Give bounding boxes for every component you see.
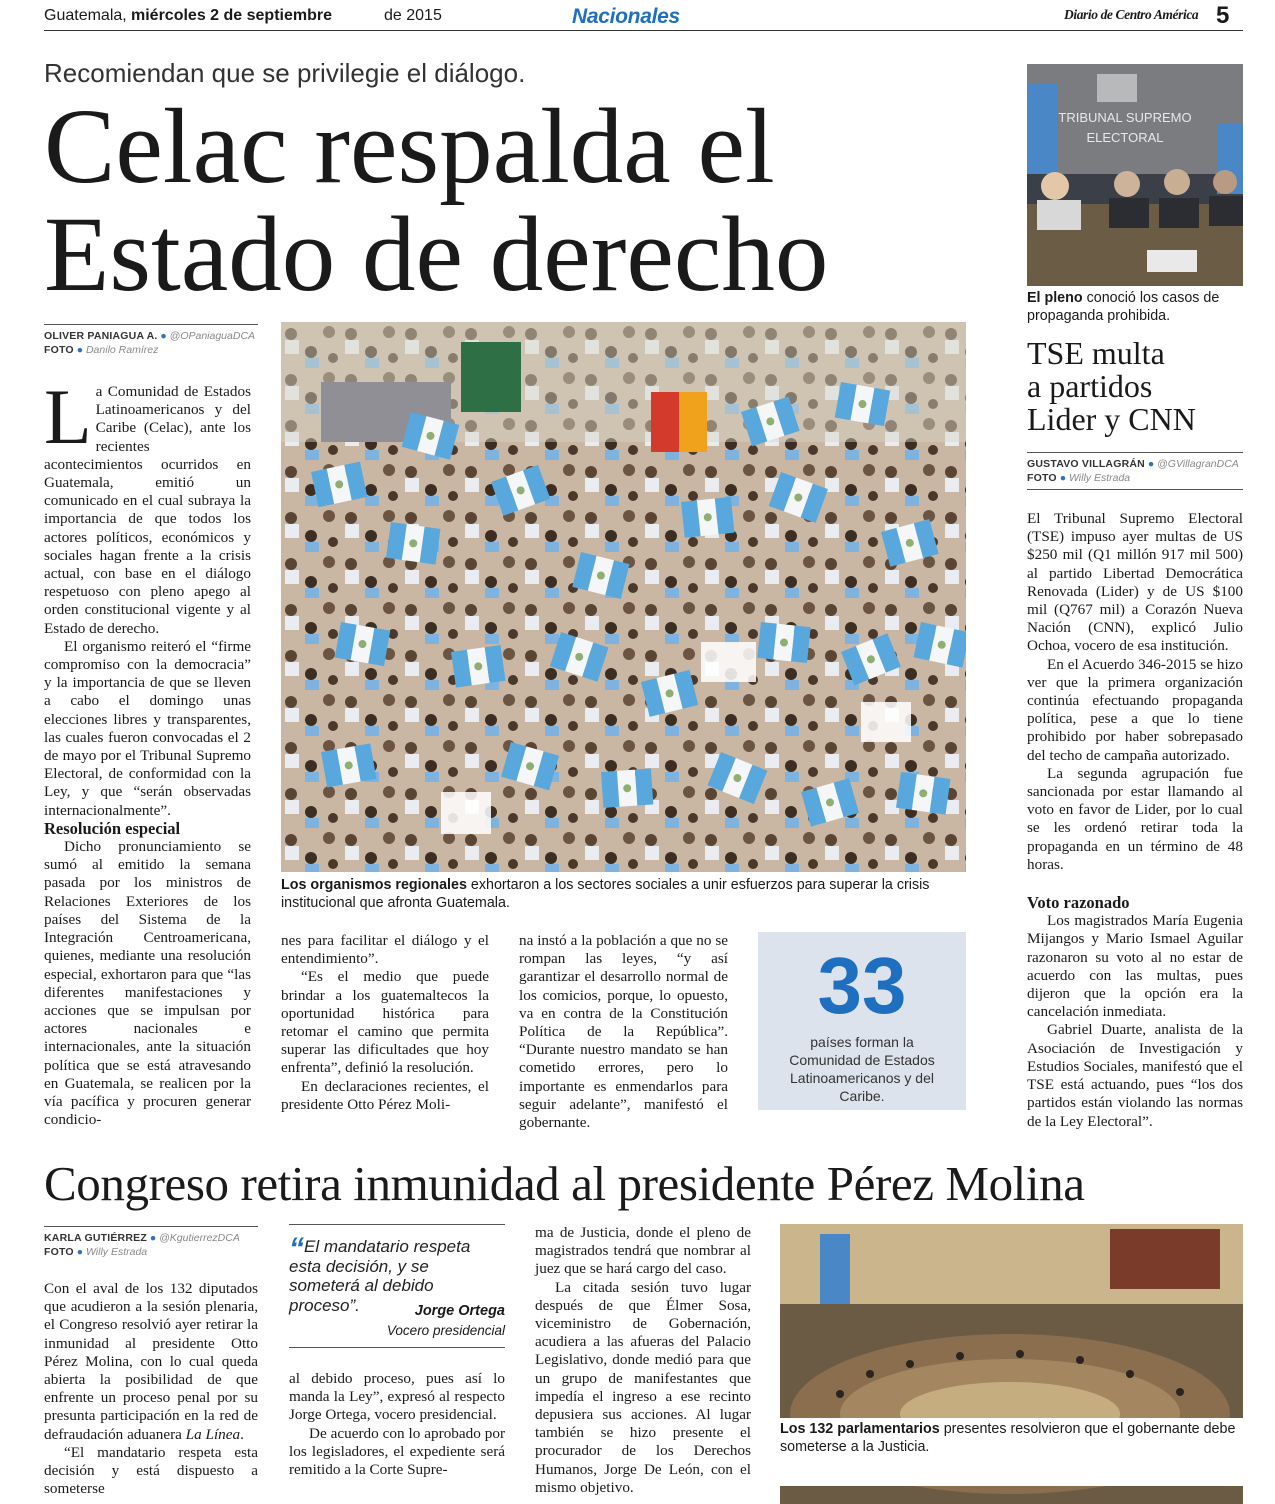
main-photographer: Danilo Ramírez <box>85 344 159 356</box>
main-photo-caption <box>281 876 966 912</box>
congress-caption-text: presentes resolvieron que el gobernante debe someterse a la Justicia. <box>780 1421 1236 1455</box>
bottom-photo-label: FOTO <box>44 1246 74 1258</box>
main-col2-paragraph-3: En declaraciones recientes, el presidente Otto Pérez Moli- <box>281 1077 489 1113</box>
bottom-p1-text: Con el aval de los 132 diputados que acudieron a la sesión plenaria, el Congreso resolvió ayer retirar la inmunidad al presidente Otto Pérez Molina, con lo cual queda abierta la posibilidad de que enfrente un proceso penal por su presunta participación en la red de defraudación aduanera <box>44 1280 258 1443</box>
bottom-col3-paragraph-2: La citada sesión tuvo lugar después de que Élmer Sosa, viceministro de Gobernación, acudiera a las afueras del Palacio Legislativo, donde medió para que un grupo de manifestantes que impedía el ingreso a ese recinto depusiera sus acciones. Al lugar también se hizo presente el procurador de los Derechos Humanos, Jorge De León, con el mismo objetivo. <box>535 1278 751 1496</box>
bottom-col3-paragraph-1: ma de Justicia, donde el pleno de magistrados tendrá que nombrar al juez que se hará cargo del caso. <box>535 1224 751 1278</box>
header-date: miércoles 2 de septiembre <box>131 7 332 24</box>
bottom-p1-end: . <box>240 1425 244 1443</box>
tse-sign-line2: ELECTORAL <box>1086 130 1164 145</box>
header-rule <box>44 30 1243 31</box>
tse-photo-caption <box>1027 289 1243 325</box>
byline-dot: ● <box>76 344 84 356</box>
main-headline-line2: Estado de derecho <box>44 196 829 314</box>
quote-role: Vocero presidencial <box>386 1323 505 1338</box>
main-byline <box>44 324 258 357</box>
main-author-handle: @OPaniaguaDCA <box>169 330 256 342</box>
tse-column <box>1027 510 1243 1131</box>
byline-dot: ● <box>76 1246 84 1258</box>
main-column-3 <box>519 932 728 1132</box>
main-photo-label: FOTO <box>44 344 74 356</box>
page-number: 5 <box>1216 2 1230 29</box>
factbox-number: 33 <box>817 941 907 1030</box>
bottom-byline <box>44 1226 258 1259</box>
tse-caption-bold: El pleno <box>1027 290 1083 306</box>
factbox-text: países forman la Comunidad de Estados Latinoamericanos y del Caribe. <box>789 1034 935 1104</box>
tse-paragraph-1: El Tribunal Supremo Electoral (TSE) impuso ayer multas de US $250 mil (Q1 millón 917 mil 500) al partido Libertad Democrática Renovada (Lider) y de US $100 mil (Q767 mil) a Corazón Nueva Nación (CNN), explicó Julio Ochoa, vocero de esa institución. <box>1027 510 1243 655</box>
tse-illustration <box>1027 64 1243 286</box>
tse-author-handle: @GVillagranDCA <box>1157 458 1239 470</box>
byline-dot: ● <box>160 330 167 342</box>
tse-sign-line1: TRIBUNAL SUPREMO <box>1058 110 1192 125</box>
header-year: de 2015 <box>384 7 442 24</box>
tse-author: GUSTAVO VILLAGRÁN <box>1027 458 1145 470</box>
main-col3-paragraph-1: na instó a la población a que no se rompan las leyes, “y así garantizar el desarrollo normal de los comicios, porque, lo opuesto, va en contra de la Constitución Política de la República”. “Durante nuestro mandato se han cometido errores, pero lo importante es enmendarlos para seguir adelante”, manifestó el gobernante. <box>519 932 728 1132</box>
quote-name: Jorge Ortega <box>414 1303 505 1319</box>
tse-photo <box>1027 64 1243 286</box>
section-name: Nacionales <box>572 5 680 28</box>
main-photo-crowd-flags <box>281 322 966 872</box>
caption-bold: Los organismos regionales <box>281 877 467 893</box>
bottom-col2-paragraph-2: De acuerdo con lo aprobado por los legisladores, el expediente será remitido a la Corte Supre- <box>289 1424 505 1479</box>
tse-headline-line3: Lider y CNN <box>1027 401 1196 437</box>
quote-body: El mandatario respeta esta decisión, y se someterá al debido proceso”. <box>289 1237 471 1315</box>
header-city: Guatemala, <box>44 7 127 24</box>
main-subhead: Resolución especial <box>44 818 181 838</box>
tse-paragraph-4: Los magistrados María Eugenia Mijangos y Mario Ismael Aguilar razonaron su voto al no estar de acuerdo con las multas, pues dijeron que la opción era la cancelación inmediata. <box>1027 912 1243 1021</box>
bottom-column-3 <box>535 1224 751 1497</box>
main-col2-paragraph-2: “Es el medio que puede brindar a los guatemaltecos la oportunidad histórica para retomar el camino que permita superar las dificultades que hoy enfrenta”, definió la resolución. <box>281 968 489 1077</box>
bottom-paragraph-2: “El mandatario respeta esta decisión y está dispuesto a someterse <box>44 1443 258 1498</box>
quote-mark-icon: “ <box>289 1232 304 1265</box>
page-header <box>44 2 1244 31</box>
main-author: OLIVER PANIAGUA A. <box>44 330 158 342</box>
main-column-1 <box>44 373 251 1129</box>
bottom-paragraph-1 <box>44 1280 258 1444</box>
factbox <box>758 932 966 1110</box>
bottom-author: KARLA GUTIÉRREZ <box>44 1232 147 1244</box>
main-kicker: Recomiendan que se privilegie el diálogo. <box>44 58 526 88</box>
bottom-column-2 <box>289 1370 505 1479</box>
congress-photo-caption <box>780 1418 1243 1486</box>
tse-headline-line2: a partidos <box>1027 368 1153 404</box>
bottom-photographer: Willy Estrada <box>85 1246 148 1258</box>
pull-quote <box>289 1224 505 1348</box>
byline-dot: ● <box>1147 458 1155 470</box>
main-paragraph-1: a Comunidad de Estados Latinoamericanos y del Caribe (Celac), ante los recientes acontecimientos ocurridos en Guatemala, emitió un comunicado en el cual subraya la importancia de que todos los actores políticos, económicos y sociales hagan frente a la crisis actual, con base en el diálogo respetuoso con pleno apego al orden constitucional vigente y al Estado de derecho. <box>44 383 251 637</box>
main-paragraph-2: El organismo reiteró el “firme compromiso con la democracia” y la importancia de que se lleven a cabo el domingo unas elecciones libres y transparentes, las cuales fueron convocadas el 2 de mayo por el Tribunal Supremo Electoral, de conformidad con la Ley, y que “serán observadas internacionalmente”. <box>44 637 251 819</box>
main-column-2 <box>281 932 489 1114</box>
main-headline-line1: Celac respalda el <box>44 88 775 206</box>
tse-headline <box>1027 337 1196 436</box>
tse-headline-line1: TSE multa <box>1027 335 1165 371</box>
bottom-headline: Congreso retira inmunidad al presidente Pérez Molina <box>44 1156 1085 1211</box>
tse-photographer: Willy Estrada <box>1068 472 1131 484</box>
tse-subhead: Voto razonado <box>1027 893 1130 913</box>
bottom-column-1 <box>44 1280 258 1498</box>
dropcap: L <box>44 373 92 460</box>
byline-dot: ● <box>1059 472 1067 484</box>
bottom-col2-paragraph-1: al debido proceso, pues así lo manda la Ley”, expresó al respecto Jorge Ortega, vocero presidencial. <box>289 1370 505 1424</box>
main-col2-paragraph-1: nes para facilitar el diálogo y el entendimiento”. <box>281 932 489 968</box>
byline-dot: ● <box>149 1232 157 1244</box>
caption-text: exhortaron a los sectores sociales a unir esfuerzos para superar la crisis institucional que afronta Guatemala. <box>281 877 930 911</box>
tse-paragraph-2: En el Acuerdo 346-2015 se hizo ver que la primera organización continúa efectuando propaganda política, pese a que lo tiene prohibido por haber sobrepasado del techo de campaña autorizado. <box>1027 655 1243 764</box>
tse-paragraph-5: Gabriel Duarte, analista de la Asociación de Investigación y Estudios Sociales, manifestó que el TSE está actuando, pues “los dos partidos están violando las normas de la Ley Electoral”. <box>1027 1021 1243 1130</box>
tse-caption-text: conoció los casos de propaganda prohibida. <box>1027 290 1220 324</box>
tse-byline <box>1027 452 1243 490</box>
crowd-illustration <box>281 322 966 872</box>
congress-caption-bold: Los 132 parlamentarios <box>780 1421 940 1437</box>
bottom-author-handle: @KgutierrezDCA <box>159 1232 240 1244</box>
tse-photo-label: FOTO <box>1027 472 1057 484</box>
main-paragraph-3: Dicho pronunciamiento se sumó al emitido la semana pasada por los ministros de Relaciones Exteriores de los países del Sistema de la Integración Centroamericana, quienes, mediante una resolución especial, exhortaron para que “las diferentes manifestaciones y acciones que se impulsan por actores nacionales e internacionales, ante la situación política que se está atravesando en Guatemala, se realicen por la vía pacífica y procuren generar condicio- <box>44 838 251 1129</box>
bottom-p1-italic: La Línea <box>185 1425 241 1443</box>
masthead-logo: Diario de Centro América <box>1064 7 1199 22</box>
tse-paragraph-3: La segunda agrupación fue sancionada por estar llamando al voto en favor de Lider, por lo cual se les ordenó retirar toda la propaganda en un término de 48 horas. <box>1027 764 1243 873</box>
